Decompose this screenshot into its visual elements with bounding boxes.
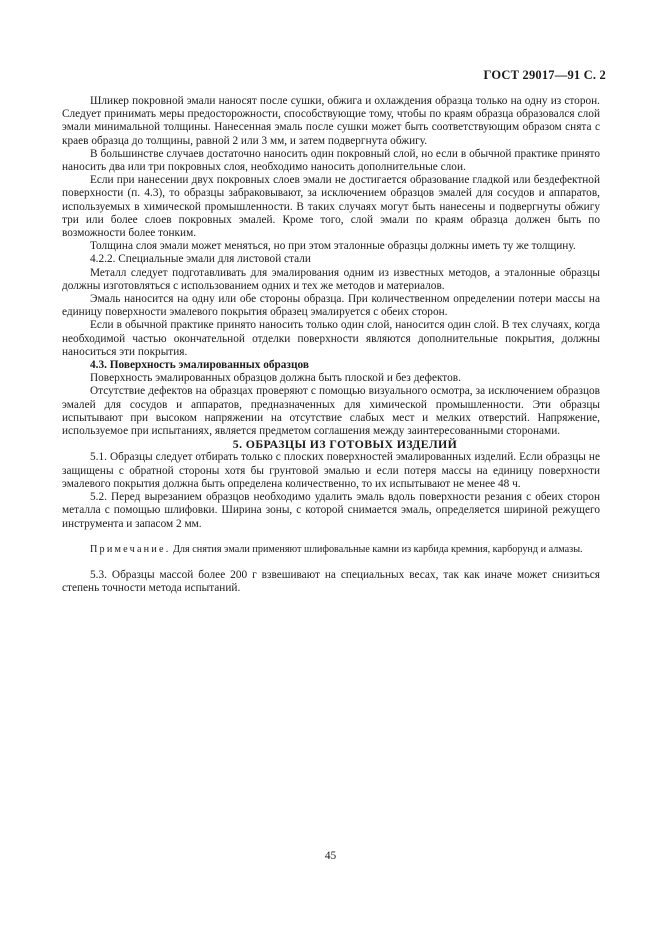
section-heading-4-3: 4.3. Поверхность эмалированных образцов bbox=[90, 359, 309, 372]
section-title-5: 5. ОБРАЗЦЫ ИЗ ГОТОВЫХ ИЗДЕЛИЙ bbox=[232, 437, 458, 452]
paragraph: Эмаль наносится на одну или обе стороны образца. При количественном определении потери массы на единицу поверхности эмалевого покрытия образец эмалируется с обеих сторон. bbox=[62, 293, 600, 319]
subsection-heading: 4.2.2. Специальные эмали для листовой стали bbox=[90, 253, 311, 266]
note-text: Для снятия эмали применяют шлифовальные камни из карбида кремния, карборунд и алмазы. bbox=[170, 543, 583, 555]
paragraph: Металл следует подготавливать для эмалирования одним из известных методов, а эталонные образцы должны изготовляться с использованием одних и тех же методов и материалов. bbox=[62, 266, 600, 292]
note-label: Примечание. bbox=[90, 543, 171, 555]
paragraph: Если при нанесении двух покровных слоев эмали не достигается образование гладкой или бездефектной поверхности (п. 4.3), то образцы забраковывают, за исключением образцов эмалей для сосудов и аппаратов, используемых в химической промышленности. В таких случаях могут быть нанесены и подвергнуты обжигу три или более слоев покровных эмалей. Кроме того, слой эмали по краям образца должен быть по возможности более тонким. bbox=[62, 174, 600, 240]
page-header: ГОСТ 29017—91 С. 2 bbox=[483, 68, 606, 82]
paragraph: Отсутствие дефектов на образцах проверяют с помощью визуального осмотра, за исключением образцов эмалей для сосудов и аппаратов, предназначенных для химической промышленности. Эти образцы испытывают при высоком напряжении на отсутствие слабых мест и мелких отверстий. Напряжение, используемое при испытаниях, является предметом соглашения между заинтересованными сторонами. bbox=[62, 385, 600, 438]
note bbox=[62, 544, 600, 557]
paragraph: Поверхность эмалированных образцов должна быть плоской и без дефектов. bbox=[90, 372, 461, 385]
paragraph: 5.3. Образцы массой более 200 г взвешивают на специальных весах, так как иначе может снизиться степень точности метода испытаний. bbox=[62, 569, 600, 595]
paragraph: Шликер покровной эмали наносят после сушки, обжига и охлаждения образца только на одну из сторон. Следует принимать меры предосторожности, способствующие тому, чтобы по краям образца образовался слой эмали минимальной толщины. Нанесенная эмаль после сушки может быть соответствующим образом снята с краев образца до толщины, равной 2 или 3 мм, и затем подвергнута обжигу. bbox=[62, 95, 600, 147]
paragraph: В большинстве случаев достаточно наносить один покровный слой, но если в обычной практике принято наносить два или три покровных слоя, необходимо наносить дополнительные слои. bbox=[62, 147, 600, 174]
page-number: 45 bbox=[324, 850, 337, 862]
paragraph: 5.2. Перед вырезанием образцов необходимо удалить эмаль вдоль поверхности резания с обеих сторон металла с помощью шлифовки. Ширина зоны, с которой снимается эмаль, определяется шириной режущего инструмента и запасом 2 мм. bbox=[62, 491, 600, 530]
paragraph: Толщина слоя эмали может меняться, но при этом эталонные образцы должны иметь ту же толщину. bbox=[90, 240, 576, 253]
paragraph: 5.1. Образцы следует отбирать только с плоских поверхностей эмалированных изделий. Если образцы не защищены с обратной стороны хотя бы грунтовой эмалью и если потеря массы на единицу поверхности эмалевого покрытия должна быть определена количественно, то их испытывают не менее 48 ч. bbox=[62, 451, 600, 490]
document-body bbox=[62, 95, 600, 596]
paragraph: Если в обычной практике принято наносить только один слой, наносится один слой. В тех случаях, когда необходимой частью окончательной отделки поверхности являются дополнительные покрытия, должны наноситься эти покрытия. bbox=[62, 319, 600, 358]
